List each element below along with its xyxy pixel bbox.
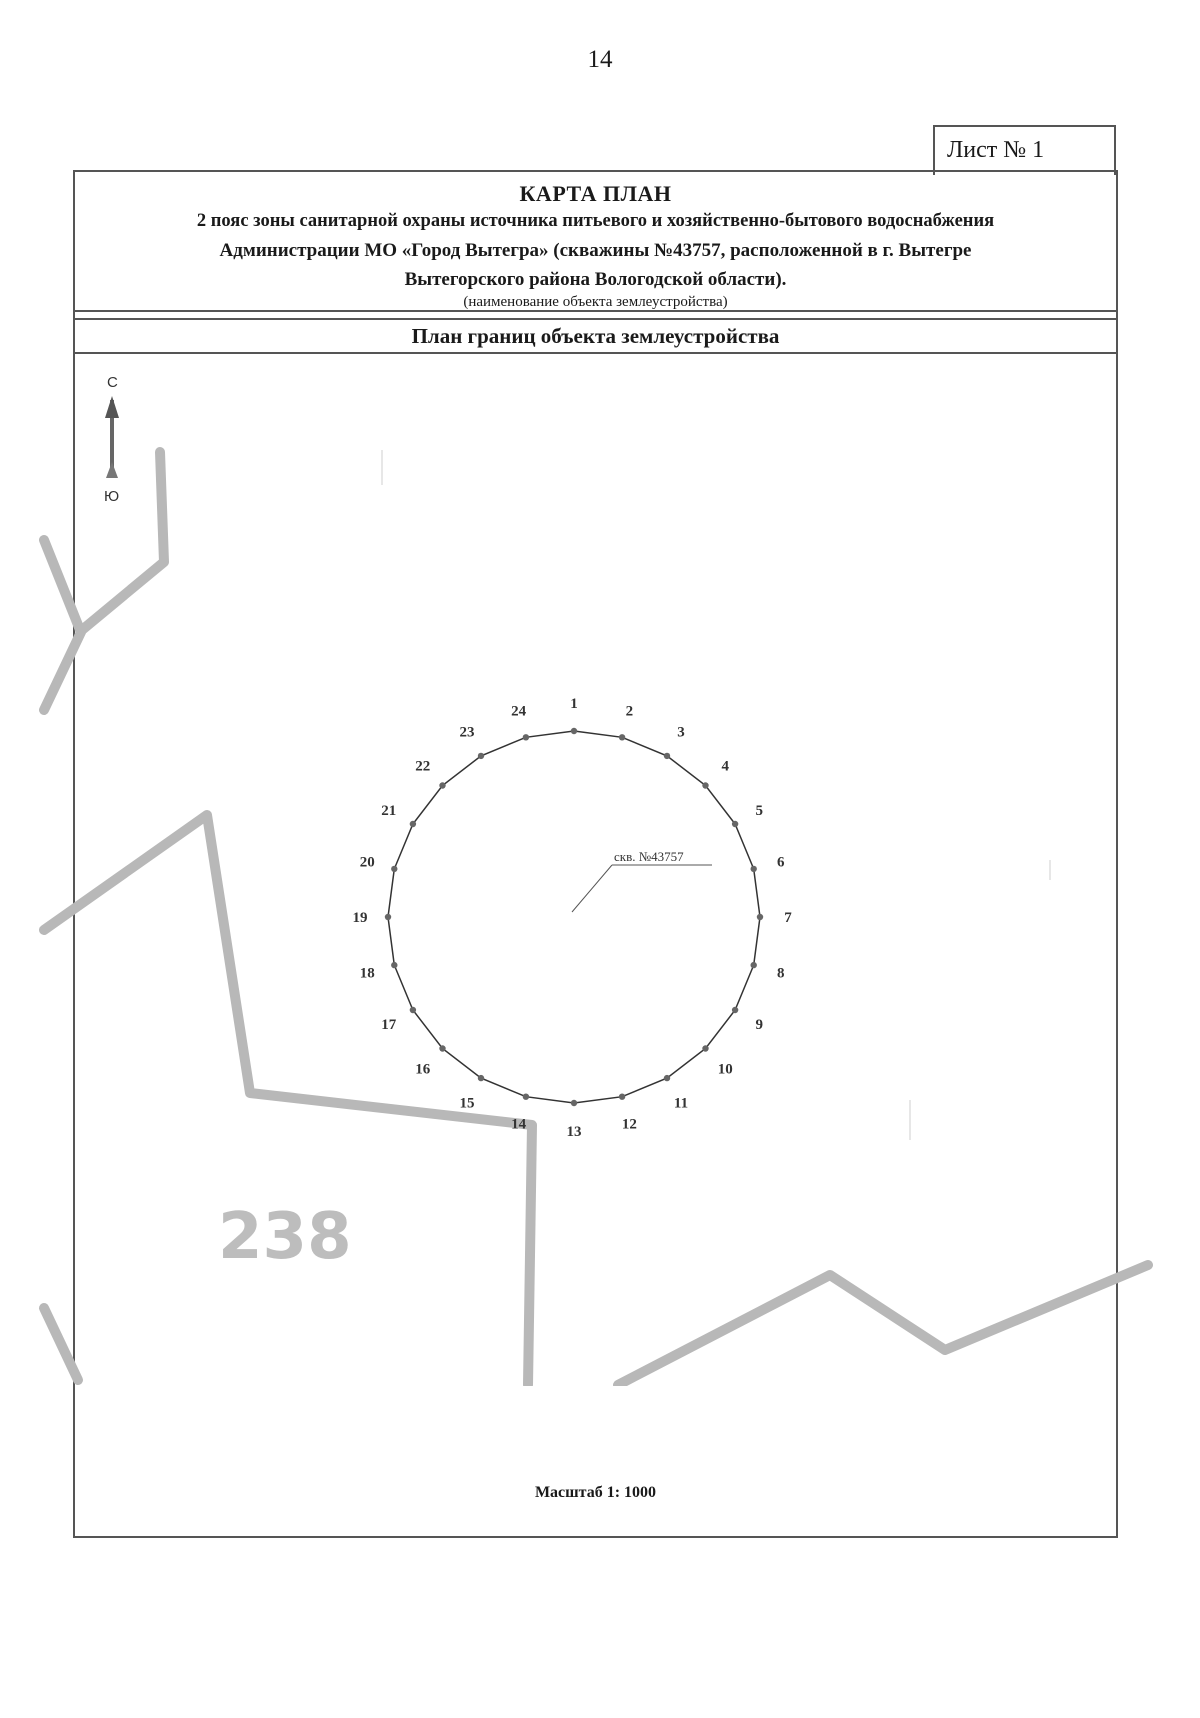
boundary-point-label: 7 xyxy=(784,910,792,926)
well-label: скв. №43757 xyxy=(614,849,684,864)
parcel-boundaries xyxy=(44,452,1148,1385)
page-number: 14 xyxy=(587,46,613,73)
boundary-point-23 xyxy=(478,753,484,759)
title-line-2: Администрации МО «Город Вытегра» (скважины №43757, расположенной в г. Вытегре xyxy=(219,240,972,261)
boundary-point-label: 14 xyxy=(511,1116,527,1133)
parcel-boundary-bottom-left xyxy=(44,1308,78,1380)
boundary-point-label: 23 xyxy=(459,724,475,741)
boundary-point-label: 15 xyxy=(459,1095,475,1112)
title-line-1: 2 пояс зоны санитарной охраны источника питьевого и хозяйственно-бытового водоснабжения xyxy=(196,211,995,231)
well-leader-line xyxy=(572,865,612,912)
north-arrow-icon xyxy=(105,396,119,478)
boundary-point-7 xyxy=(757,914,763,920)
boundary-point-16 xyxy=(439,1045,445,1051)
boundary-point-label: 4 xyxy=(721,758,730,775)
parcel-boundary-bottom-right xyxy=(618,1265,1148,1385)
boundary-point-2 xyxy=(619,734,625,740)
boundary-point-label: 21 xyxy=(381,803,397,819)
boundary-point-21 xyxy=(410,821,416,827)
document-title: КАРТА ПЛАН xyxy=(519,181,672,206)
boundary-point-label: 6 xyxy=(776,854,785,871)
parcel-number: 238 xyxy=(218,1200,352,1274)
boundary-point-10 xyxy=(702,1045,708,1051)
boundary-point-label: 1 xyxy=(570,696,578,712)
faint-marks xyxy=(382,450,1050,1140)
boundary-point-label: 2 xyxy=(625,703,634,720)
boundary-point-12 xyxy=(619,1094,625,1100)
object-caption: (наименование объекта землеустройства) xyxy=(463,294,728,310)
boundary-point-label: 11 xyxy=(673,1095,689,1112)
title-line-3: Вытегорского района Вологодской области). xyxy=(404,269,787,290)
compass-south-label: Ю xyxy=(104,488,120,505)
boundary-point-label: 16 xyxy=(415,1061,431,1078)
boundary-point-18 xyxy=(391,962,397,968)
boundary-point-11 xyxy=(664,1075,670,1081)
boundary-point-24 xyxy=(523,734,529,740)
boundary-point-label: 20 xyxy=(359,854,375,871)
boundary-point-20 xyxy=(391,866,397,872)
map-scale: Масштаб 1: 1000 xyxy=(534,1484,657,1501)
compass-north-label: С xyxy=(107,374,118,391)
plan-title: План границ объекта землеустройства xyxy=(75,318,1116,354)
north-arrow-head xyxy=(105,396,119,418)
boundary-point-label: 3 xyxy=(677,724,685,741)
boundary-point-19 xyxy=(385,914,391,920)
boundary-point-label: 9 xyxy=(755,1017,764,1033)
boundary-point-22 xyxy=(439,782,445,788)
boundary-point-label: 17 xyxy=(381,1017,397,1033)
boundary-point-label: 19 xyxy=(352,910,368,926)
boundary-point-label: 5 xyxy=(755,803,764,819)
boundary-point-8 xyxy=(751,962,757,968)
parcel-boundary-top-left-2 xyxy=(44,540,80,630)
boundary-point-label: 22 xyxy=(415,758,431,775)
boundary-point-13 xyxy=(571,1100,577,1106)
boundary-point-6 xyxy=(751,866,757,872)
map-lower-band xyxy=(75,1386,1116,1536)
boundary-point-label: 8 xyxy=(776,965,785,982)
boundary-point-3 xyxy=(664,753,670,759)
boundary-point-17 xyxy=(410,1007,416,1013)
boundary-point-label: 12 xyxy=(621,1116,637,1133)
boundary-point-4 xyxy=(702,782,708,788)
boundary-point-15 xyxy=(478,1075,484,1081)
boundary-point-label: 13 xyxy=(566,1124,582,1140)
boundary-point-5 xyxy=(732,821,738,827)
boundary-point-9 xyxy=(732,1007,738,1013)
boundary-point-label: 24 xyxy=(511,703,527,720)
zone-boundary xyxy=(385,728,763,1106)
boundary-point-labels xyxy=(353,696,793,1140)
boundary-point-label: 18 xyxy=(359,965,375,982)
boundary-point-label: 10 xyxy=(717,1061,733,1078)
sheet-number-box: Лист № 1 xyxy=(933,125,1116,175)
south-arrow-tail xyxy=(106,462,118,478)
boundary-point-14 xyxy=(523,1094,529,1100)
boundary-point-1 xyxy=(571,728,577,734)
